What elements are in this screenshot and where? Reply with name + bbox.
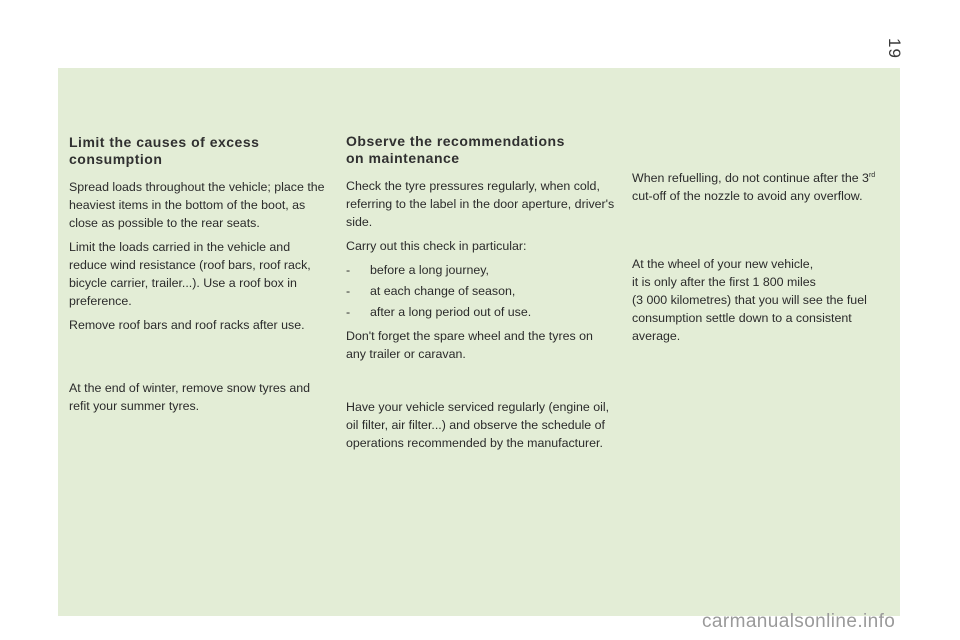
content-panel: [58, 68, 900, 616]
right-paragraph-2-line3: (3 000 kilometres) that you will see the fuel consumption settle down to a consistent average.: [632, 293, 867, 343]
right-paragraph-1-text-a: When refuelling, do not continue after the 3: [632, 171, 869, 185]
middle-paragraph-3: Don't forget the spare wheel and the tyres on any trailer or caravan.: [346, 329, 593, 361]
page-number: 19: [885, 38, 904, 59]
middle-paragraph-4: Have your vehicle serviced regularly (engine oil, oil filter, air filter...) and observe the schedule of operations recommended by the manufacturer.: [346, 400, 610, 450]
left-column: [69, 134, 331, 340]
left-paragraph-1: Spread loads throughout the vehicle; place the heaviest items in the bottom of the boot, as close as possible to the rear seats.: [69, 180, 325, 230]
right-column-second: [632, 255, 894, 351]
left-paragraph-4: At the end of winter, remove snow tyres and refit your summer tyres.: [69, 381, 311, 413]
bullet-text: before a long journey,: [370, 263, 489, 277]
right-paragraph-2-line2: it is only after the first 1 800 miles: [632, 275, 816, 289]
left-heading-line2: consumption: [69, 151, 163, 167]
right-column: [632, 169, 894, 211]
bullet-text: after a long period out of use.: [370, 305, 532, 319]
middle-column: [346, 133, 616, 369]
watermark: carmanualsonline.info: [702, 611, 896, 632]
ordinal-suffix: rd: [868, 171, 876, 179]
bullet-marker: -: [346, 284, 351, 298]
middle-heading-line2: on maintenance: [346, 150, 460, 166]
bullet-marker: -: [346, 305, 351, 319]
right-paragraph-2: [632, 255, 894, 345]
middle-paragraph-2: Carry out this check in particular:: [346, 239, 527, 253]
bullet-item: [346, 261, 616, 279]
middle-paragraph-1: Check the tyre pressures regularly, when cold, referring to the label in the door aperture, driver's side.: [346, 179, 615, 229]
bullet-item: [346, 282, 616, 300]
left-heading: [69, 134, 331, 168]
right-paragraph-2-line1: At the wheel of your new vehicle,: [632, 257, 814, 271]
bullet-item: [346, 303, 616, 321]
right-paragraph-1-text-b: cut-off of the nozzle to avoid any overflow.: [632, 189, 863, 203]
middle-heading-line1: Observe the recommendations: [346, 133, 565, 149]
left-column-bottom: [69, 379, 331, 421]
bullet-marker: -: [346, 263, 351, 277]
right-paragraph-1: [632, 169, 894, 205]
middle-column-bottom: [346, 398, 618, 458]
bullet-text: at each change of season,: [370, 284, 516, 298]
middle-heading: [346, 133, 616, 167]
left-paragraph-2: Limit the loads carried in the vehicle and reduce wind resistance (roof bars, roof rack, bicycle carrier, trailer...). Use a roof box in preference.: [69, 240, 311, 308]
left-paragraph-3: Remove roof bars and roof racks after use.: [69, 318, 305, 332]
left-heading-line1: Limit the causes of excess: [69, 134, 260, 150]
